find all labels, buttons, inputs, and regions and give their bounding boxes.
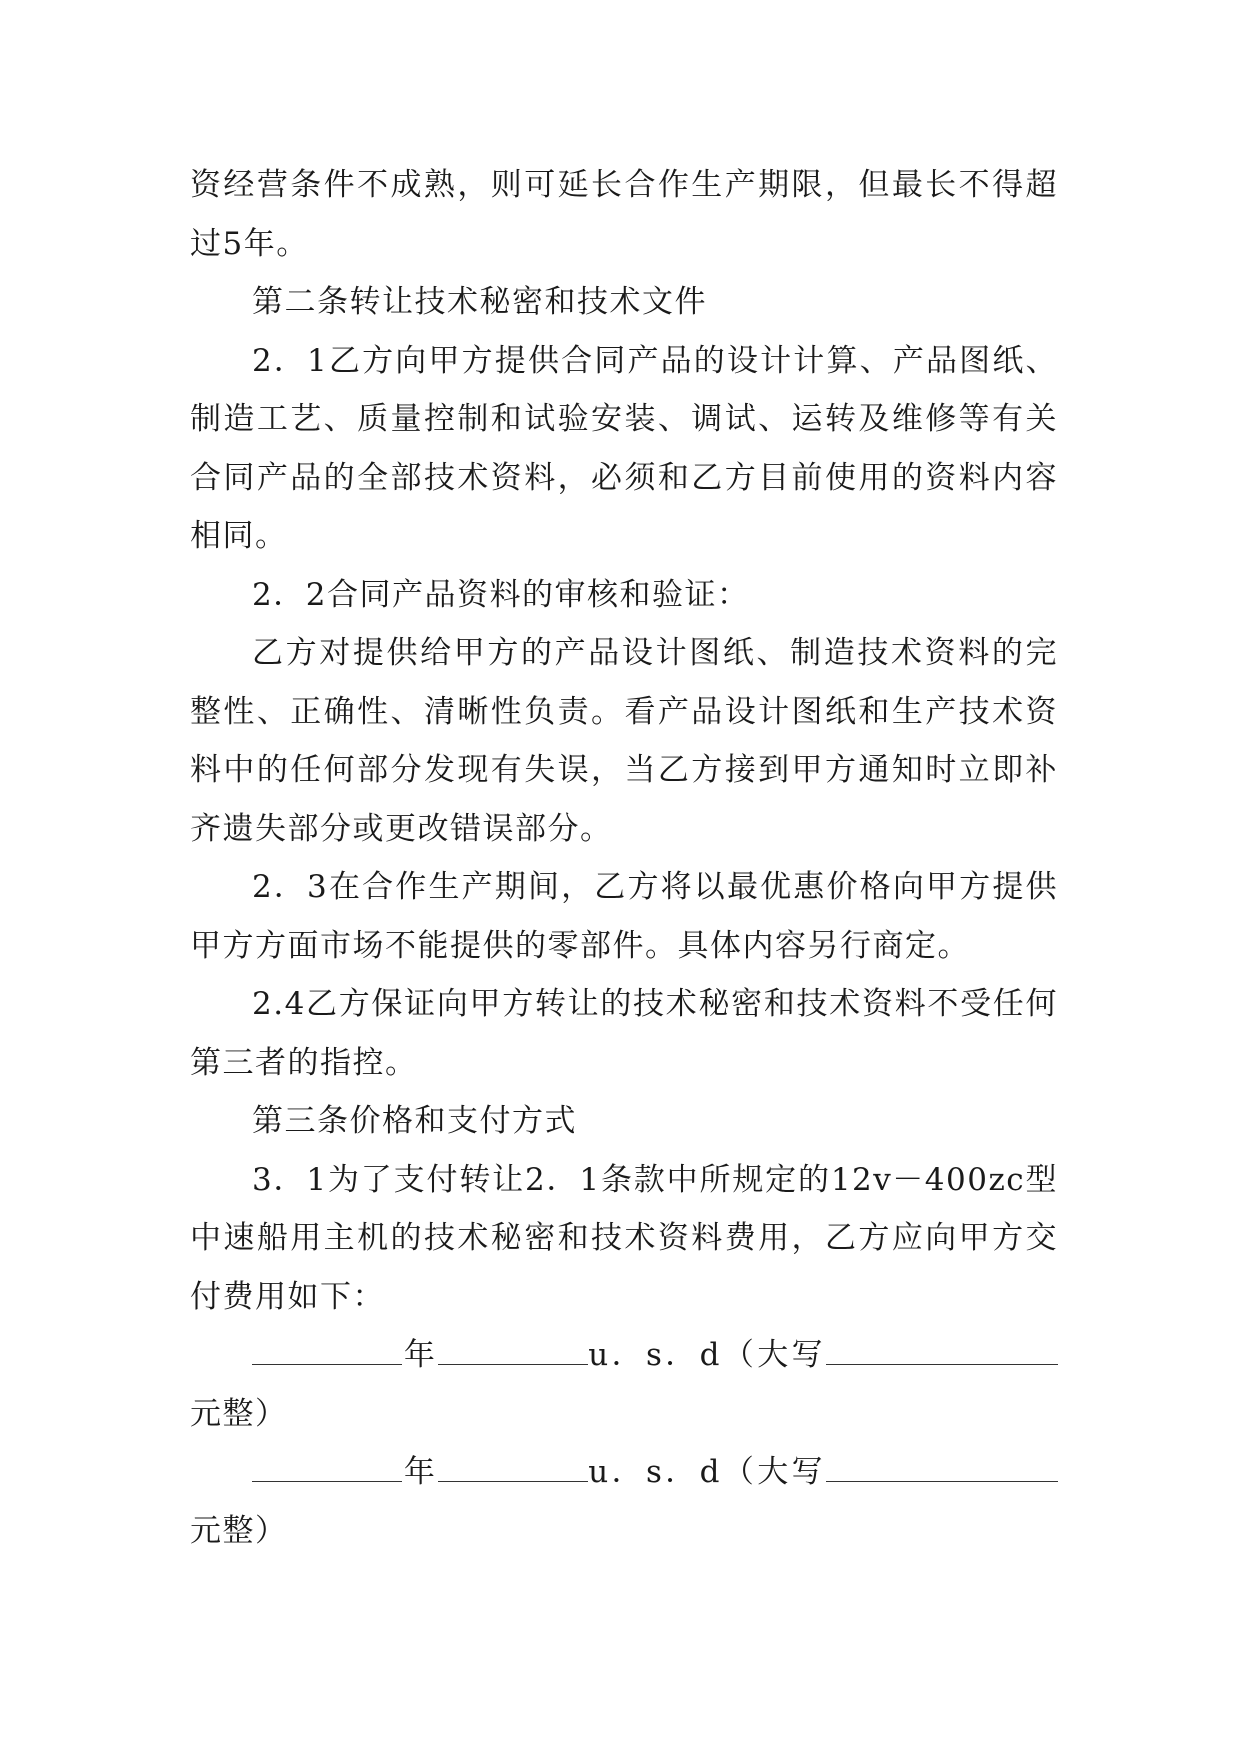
year-blank[interactable] [252, 1451, 402, 1482]
amount-tail: 元整） [190, 1395, 288, 1432]
clause-2-2: 2．2合同产品资料的审核和验证： [252, 576, 750, 613]
document-body [190, 156, 1058, 1560]
amount-tail: 元整） [190, 1512, 288, 1549]
clause-2-3: 2．3在合作生产期间，乙方将以最优惠价格向甲方提供甲方方面市场不能提供的零部件。具体内容另行商定。 [190, 869, 1058, 964]
payment-line-1 [190, 1326, 1058, 1443]
payment-line-2 [190, 1443, 1058, 1560]
article-three-heading: 第三条价格和支付方式 [252, 1103, 577, 1139]
year-blank[interactable] [252, 1334, 402, 1365]
clause-2-1: 2．1乙方向甲方提供合同产品的设计计算、产品图纸、制造工艺、质量控制和试验安装、调试、运转及维修等有关合同产品的全部技术资料，必须和乙方目前使用的资料内容相同。 [190, 342, 1058, 554]
currency-label: u．s．d（大写 [588, 1454, 827, 1490]
amount-blank[interactable] [438, 1451, 588, 1482]
amount-blank[interactable] [438, 1334, 588, 1365]
year-label: 年 [402, 1454, 439, 1490]
currency-label: u．s．d（大写 [588, 1337, 827, 1373]
paragraph-continuation: 资经营条件不成熟，则可延长合作生产期限，但最长不得超过5年。 [190, 167, 1058, 262]
article-two-heading: 第二条转让技术秘密和技术文件 [252, 284, 707, 320]
amount-words-blank[interactable] [826, 1334, 1058, 1365]
amount-words-blank[interactable] [826, 1451, 1058, 1482]
clause-3-1: 3．1为了支付转让2．1条款中所规定的12v－400zc型中速船用主机的技术秘密和技术资料费用，乙方应向甲方交付费用如下： [190, 1161, 1058, 1315]
year-label: 年 [402, 1337, 439, 1373]
clause-2-2-body: 乙方对提供给甲方的产品设计图纸、制造技术资料的完整性、正确性、清晰性负责。看产品设计图纸和生产技术资料中的任何部分发现有失误，当乙方接到甲方通知时立即补齐遗失部分或更改错误部分。 [190, 635, 1058, 847]
clause-2-4: 2.4乙方保证向甲方转让的技术秘密和技术资料不受任何第三者的指控。 [190, 986, 1058, 1081]
